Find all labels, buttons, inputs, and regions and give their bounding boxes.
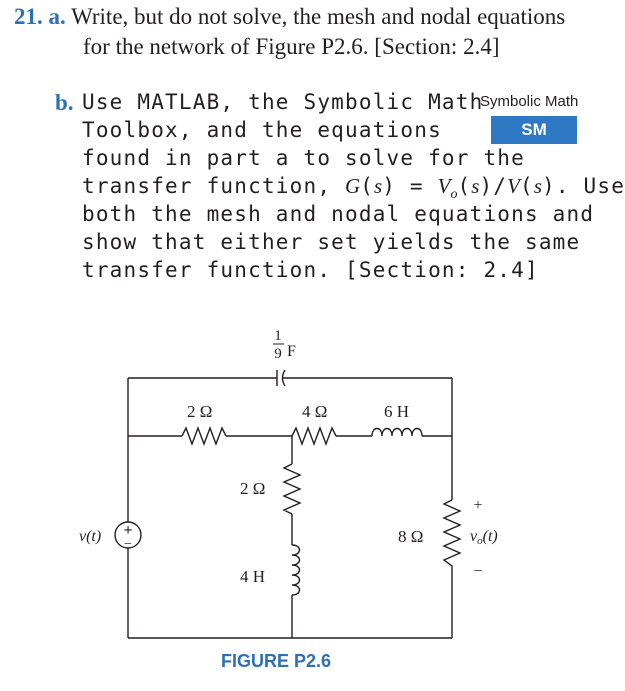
resistor-4ohm (292, 428, 336, 444)
label-8ohm: 8 Ω (398, 527, 424, 546)
inductor-6h (372, 429, 422, 437)
part-b-line-4: transfer function, $G(s) = V_o(s)/V(s)$. Use (82, 174, 625, 203)
symbolic-math-label: Symbolic Math (480, 93, 579, 110)
figure-caption: FIGURE P2.6 (221, 651, 332, 671)
output-minus: − (473, 563, 483, 580)
label-4ohm: 4 Ω (302, 402, 328, 421)
part-b-line-1: Use MATLAB, the Symbolic Math (82, 90, 484, 114)
label-2ohm-center: 2 Ω (240, 479, 266, 498)
part-a-letter: a. (48, 4, 66, 29)
source-minus: − (124, 537, 132, 552)
inductor-4h (292, 545, 300, 595)
capacitor-den: 9 (274, 346, 282, 362)
label-6h: 6 H (384, 402, 410, 421)
capacitor-unit: F (287, 343, 296, 360)
resistor-2ohm-top (182, 428, 226, 444)
output-plus: + (473, 497, 483, 514)
resistor-2ohm-center (284, 464, 300, 514)
label-2ohm-top: 2 Ω (187, 402, 213, 421)
label-output: vo(t) (470, 528, 498, 547)
label-source: v(t) (79, 528, 102, 545)
part-b-letter: b. (55, 90, 74, 115)
part-b-line-5: both the mesh and nodal equations and (82, 202, 595, 226)
part-b-line-3: found in part a to solve for the (82, 146, 525, 170)
problem-number: 21. (14, 4, 43, 29)
part-a-line2: for the network of Figure P2.6. [Section: 2.4] (83, 34, 500, 59)
label-4h: 4 H (240, 567, 266, 586)
resistor-8ohm (444, 500, 460, 570)
part-b-line-2: Toolbox, and the equations (82, 118, 442, 142)
sm-badge: SM (491, 116, 577, 144)
capacitor-num: 1 (274, 328, 282, 344)
part-b-line-6: show that either set yields the same (82, 230, 581, 254)
part-a-text-1: Write, but do not solve, the mesh and nodal equations (71, 4, 566, 29)
part-b-line-7: transfer function. [Section: 2.4] (82, 258, 539, 282)
source-plus: + (123, 522, 133, 539)
